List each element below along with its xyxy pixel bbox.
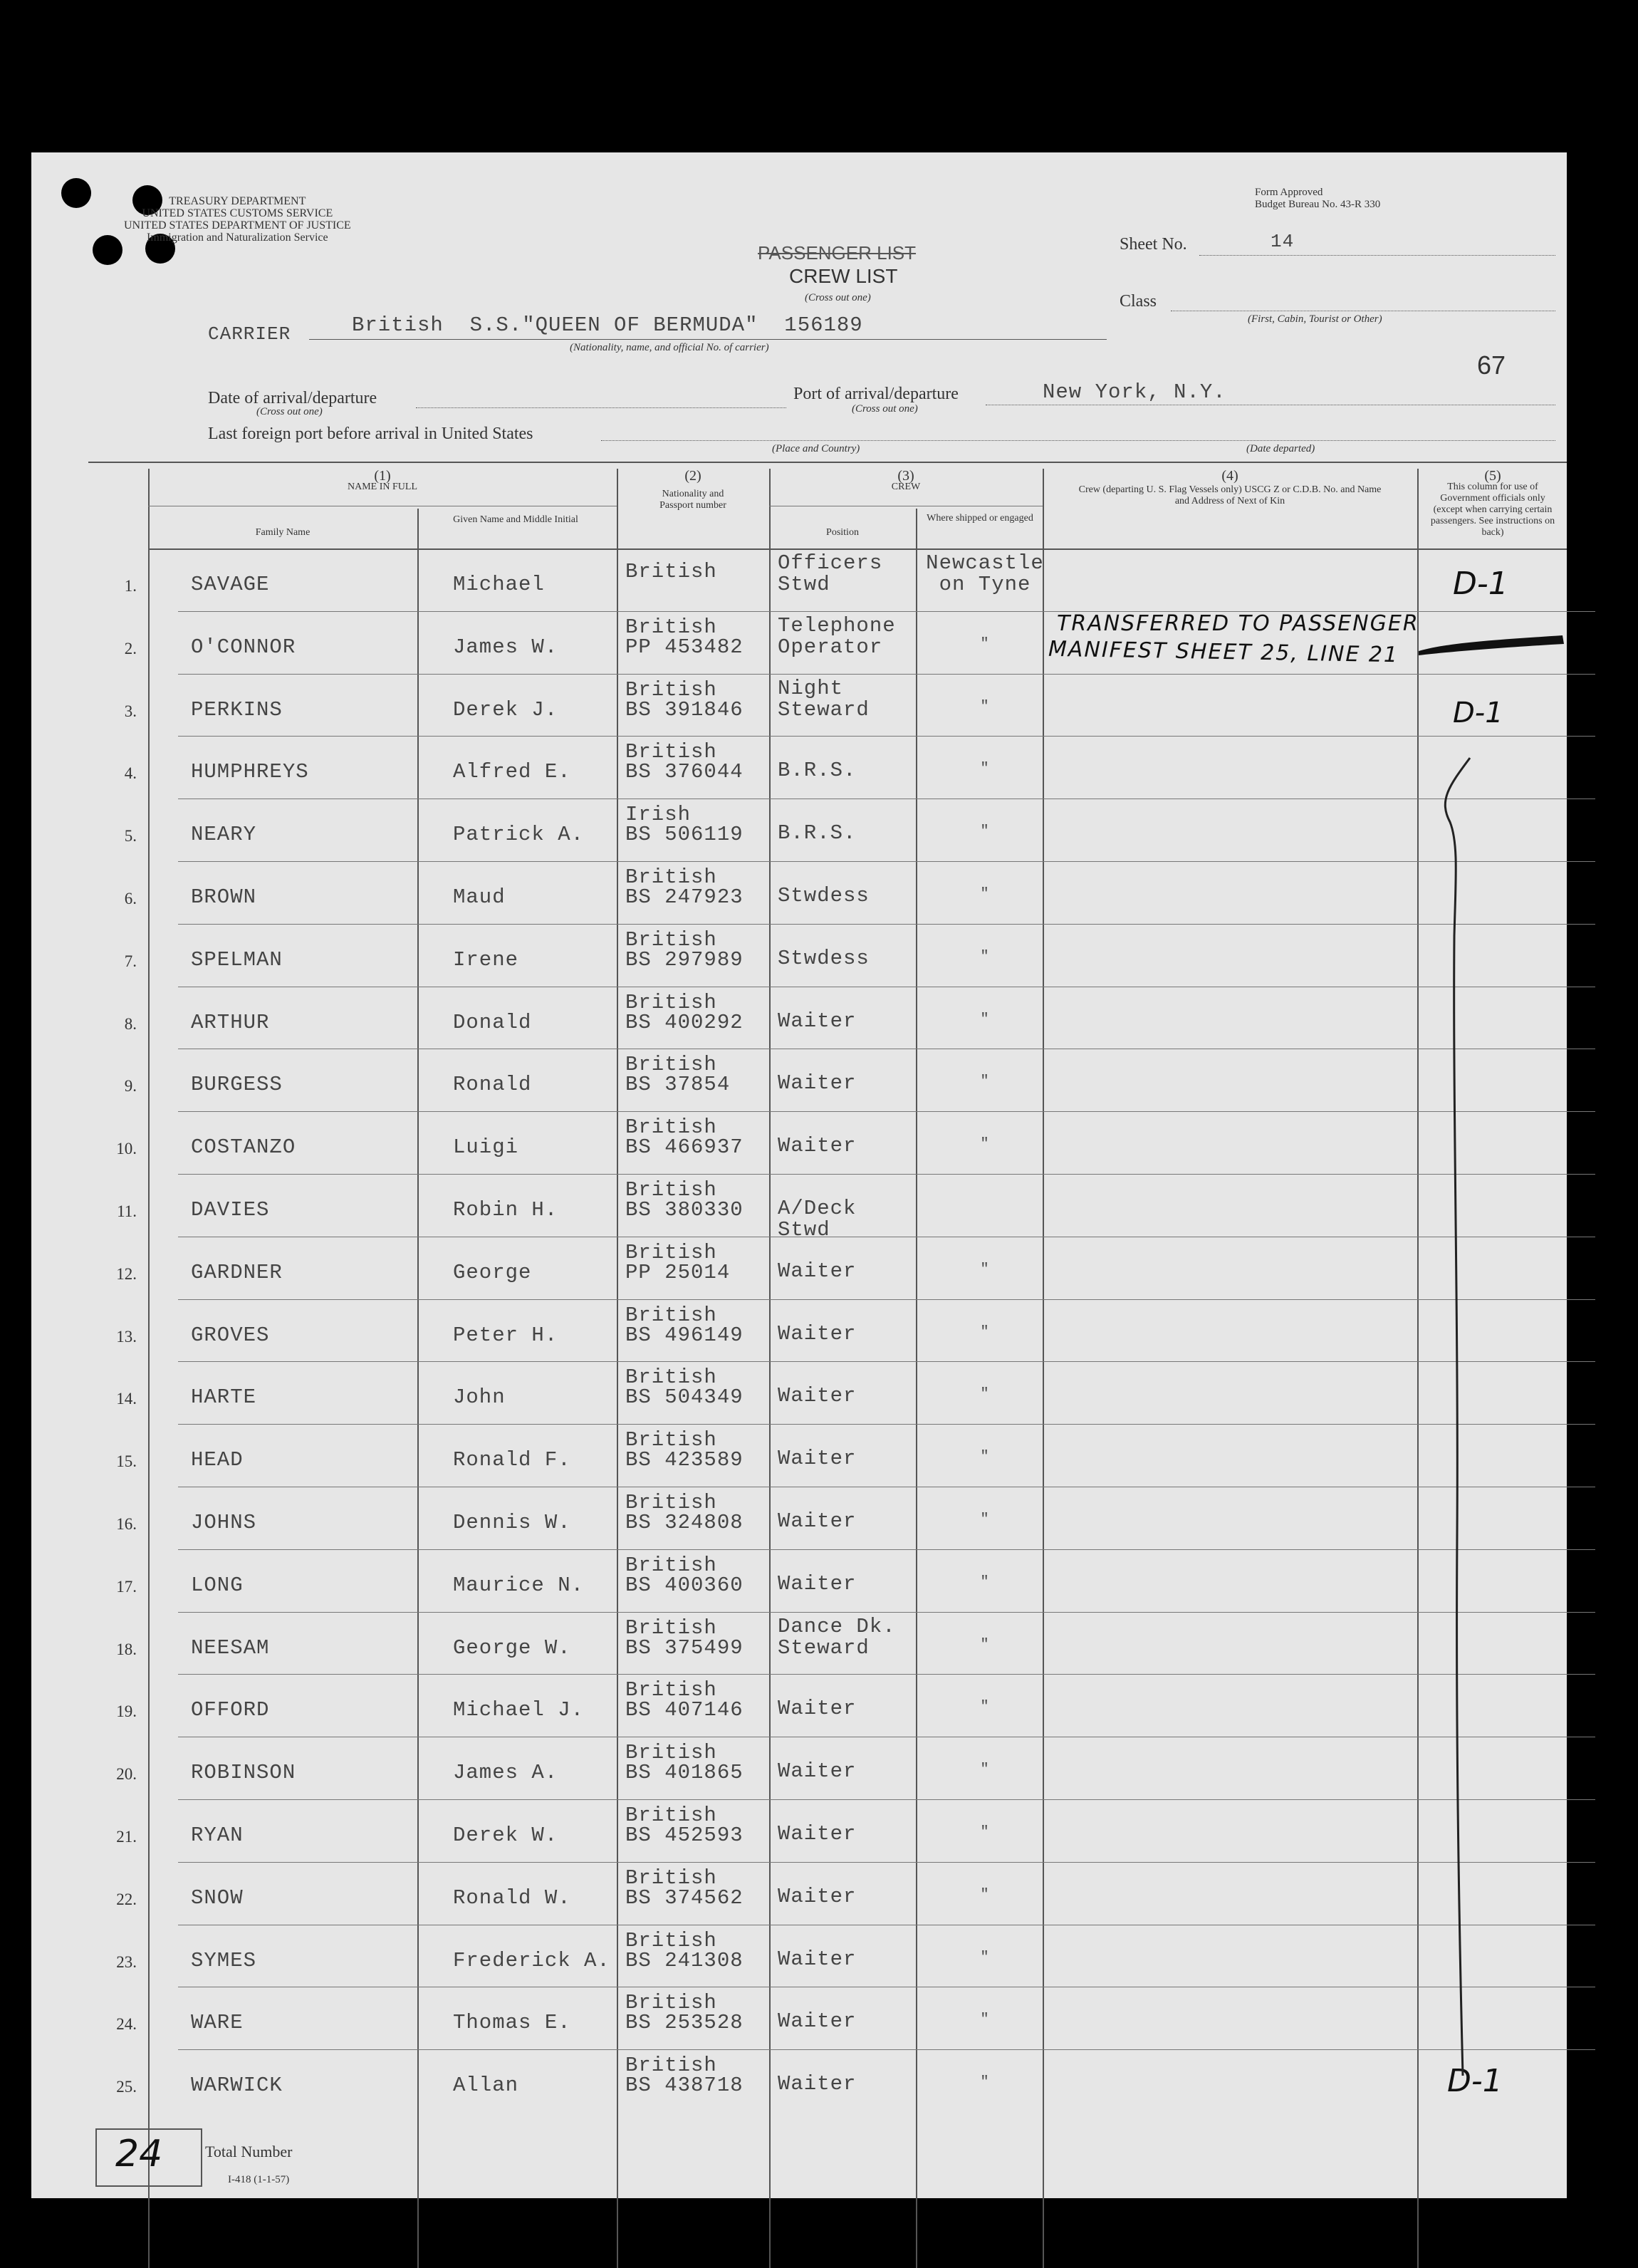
family-name: BROWN bbox=[191, 885, 257, 909]
nationality: British bbox=[625, 1616, 717, 1640]
passport-number: BS 391846 bbox=[625, 697, 744, 722]
page-title: CREW LIST bbox=[789, 265, 898, 287]
row-separator bbox=[178, 1361, 1595, 1362]
given-name: Michael J. bbox=[453, 1698, 585, 1722]
where-shipped: " bbox=[980, 1136, 990, 1153]
title-note: (Cross out one) bbox=[805, 292, 871, 303]
position: A/Deck Stwd bbox=[778, 1197, 857, 1242]
given-name: Patrick A. bbox=[453, 823, 585, 847]
given-name: James A. bbox=[453, 1761, 558, 1785]
agency-line: UNITED STATES CUSTOMS SERVICE bbox=[142, 207, 333, 219]
row-separator bbox=[178, 1111, 1595, 1112]
given-name: George bbox=[453, 1260, 532, 1284]
where-shipped: " bbox=[980, 1261, 990, 1278]
given-name: James W. bbox=[453, 635, 558, 659]
nationality: British bbox=[625, 1804, 717, 1827]
nationality: British bbox=[625, 1366, 717, 1390]
transfer-note-line1: TRANSFERRED TO PASSENGER bbox=[1057, 611, 1419, 636]
port-label: Port of arrival/departure bbox=[793, 385, 959, 403]
row-separator bbox=[178, 1612, 1595, 1613]
row-number: 2. bbox=[124, 639, 137, 657]
passport-number: BS 506119 bbox=[625, 823, 744, 847]
row-number: 24. bbox=[116, 2015, 137, 2034]
col5-number: (5) bbox=[1484, 470, 1501, 484]
position: Waiter bbox=[778, 1071, 857, 1096]
position: Waiter bbox=[778, 1321, 857, 1346]
passport-number: BS 438718 bbox=[625, 2074, 744, 2098]
class-note: (First, Cabin, Tourist or Other) bbox=[1248, 313, 1382, 325]
given-name: Derek W. bbox=[453, 1824, 558, 1847]
position: Waiter bbox=[778, 1697, 857, 1721]
family-name: BURGESS bbox=[191, 1073, 283, 1097]
d1-mark-top: D-1 bbox=[1453, 566, 1508, 602]
where-shipped: " bbox=[980, 948, 990, 965]
given-name: Ronald W. bbox=[453, 1885, 571, 1910]
passport-number: BS 324808 bbox=[625, 1511, 744, 1534]
passport-number: BS 247923 bbox=[625, 885, 744, 909]
row-number: 17. bbox=[116, 1577, 137, 1596]
col1-given-header: Given Name and Middle Initial bbox=[453, 514, 578, 525]
nationality: British bbox=[625, 1240, 717, 1264]
nationality: British bbox=[625, 1866, 717, 1890]
given-name: Donald bbox=[453, 1010, 532, 1034]
family-name: JOHNS bbox=[191, 1511, 257, 1534]
family-name: O'CONNOR bbox=[191, 635, 296, 659]
col1-number: (1) bbox=[374, 468, 391, 484]
family-name: GARDNER bbox=[191, 1260, 283, 1284]
page-number: 67 bbox=[1477, 350, 1506, 380]
given-name: Ronald F. bbox=[453, 1448, 571, 1472]
position: Dance Dk. Steward bbox=[778, 1614, 896, 1660]
row-number: 23. bbox=[116, 1952, 137, 1971]
row-number: 21. bbox=[116, 1828, 137, 1846]
position: Waiter bbox=[778, 1509, 857, 1533]
where-shipped: " bbox=[980, 1073, 990, 1091]
position: Officers Stwd bbox=[778, 551, 883, 596]
where-shipped: " bbox=[980, 635, 990, 652]
given-name: Alfred E. bbox=[453, 760, 571, 784]
row-separator bbox=[178, 1174, 1595, 1175]
position: Waiter bbox=[778, 1759, 857, 1784]
given-name: John bbox=[453, 1385, 506, 1410]
passport-number: BS 504349 bbox=[625, 1385, 744, 1410]
row-separator bbox=[178, 1674, 1595, 1675]
passport-number: BS 407146 bbox=[625, 1698, 744, 1722]
family-name: WARE bbox=[191, 2011, 244, 2035]
col3-title: CREW bbox=[891, 482, 921, 492]
where-shipped: " bbox=[980, 1636, 990, 1653]
where-shipped: " bbox=[980, 1573, 990, 1591]
col1-title: NAME IN FULL bbox=[348, 482, 417, 492]
given-name: Maurice N. bbox=[453, 1573, 585, 1597]
given-name: Robin H. bbox=[453, 1198, 558, 1222]
where-shipped: " bbox=[980, 1762, 990, 1779]
given-name: Dennis W. bbox=[453, 1511, 571, 1534]
total-number-label: Total Number bbox=[205, 2143, 293, 2160]
passport-number: BS 241308 bbox=[625, 1948, 744, 1972]
row-separator bbox=[178, 861, 1595, 862]
given-name: Maud bbox=[453, 885, 506, 909]
family-name: DAVIES bbox=[191, 1198, 270, 1222]
col3-position-header: Position bbox=[826, 527, 859, 538]
position: Waiter bbox=[778, 1571, 857, 1596]
row-separator bbox=[178, 1799, 1595, 1800]
where-shipped: " bbox=[980, 1512, 990, 1528]
position: Waiter bbox=[778, 1384, 857, 1408]
row-number: 7. bbox=[124, 952, 137, 970]
nationality: British bbox=[625, 677, 717, 702]
nationality: British bbox=[625, 1678, 717, 1702]
where-shipped: " bbox=[980, 1386, 990, 1403]
passport-number: BS 376044 bbox=[625, 760, 744, 784]
passport-number: BS 452593 bbox=[625, 1824, 744, 1847]
row-number: 9. bbox=[124, 1077, 137, 1096]
col3-shipped-header: Where shipped or engaged bbox=[927, 513, 1033, 524]
nationality: British bbox=[625, 865, 717, 889]
position: Waiter bbox=[778, 1947, 857, 1971]
nationality: Irish bbox=[625, 803, 692, 827]
arrival-label: Date of arrival/departure bbox=[208, 389, 377, 407]
family-name: RYAN bbox=[191, 1824, 244, 1847]
family-name: PERKINS bbox=[191, 697, 283, 722]
given-name: Michael bbox=[453, 573, 545, 596]
nationality: British bbox=[625, 1553, 717, 1577]
last-port-label: Last foreign port before arrival in United States bbox=[208, 425, 533, 443]
port-note: (Cross out one) bbox=[852, 403, 918, 415]
row-number: 12. bbox=[116, 1264, 137, 1283]
agency-line: Immigration and Naturalization Service bbox=[147, 232, 328, 244]
row-number: 14. bbox=[116, 1390, 137, 1408]
nationality: British bbox=[625, 1991, 717, 2015]
position: Waiter bbox=[778, 2009, 857, 2034]
carrier-value: British S.S."QUEEN OF BERMUDA" 156189 bbox=[352, 313, 863, 337]
agency-block bbox=[124, 195, 351, 244]
row-number: 6. bbox=[124, 890, 137, 907]
family-name: ARTHUR bbox=[191, 1010, 270, 1034]
family-name: HUMPHREYS bbox=[191, 760, 309, 784]
family-name: NEESAM bbox=[191, 1635, 270, 1660]
where-shipped: " bbox=[980, 698, 990, 715]
col4-title: Crew (departing U. S. Flag Vessels only) USCG Z or C.D.B. No. and Name and Address of Next of Kin bbox=[1078, 484, 1382, 506]
passport-number: BS 400360 bbox=[625, 1573, 744, 1597]
handwritten-marks bbox=[1413, 608, 1577, 2204]
row-separator bbox=[178, 1424, 1595, 1425]
col2-number: (2) bbox=[684, 468, 701, 484]
given-name: Irene bbox=[453, 947, 519, 972]
sheet-label: Sheet No. bbox=[1120, 235, 1187, 254]
class-label: Class bbox=[1120, 292, 1157, 311]
given-name: Ronald bbox=[453, 1073, 532, 1097]
arrival-note: (Cross out one) bbox=[256, 406, 323, 417]
given-name: Peter H. bbox=[453, 1323, 558, 1347]
row-number: 8. bbox=[124, 1014, 137, 1033]
row-number: 25. bbox=[116, 2078, 137, 2096]
where-shipped: " bbox=[980, 886, 990, 902]
form-code: I-418 (1-1-57) bbox=[228, 2174, 290, 2185]
col1-family-header: Family Name bbox=[255, 527, 311, 538]
family-name: SAVAGE bbox=[191, 573, 270, 596]
nationality: British bbox=[625, 560, 717, 583]
row-separator bbox=[178, 1299, 1595, 1300]
position: Night Steward bbox=[778, 676, 870, 722]
row-separator bbox=[178, 1862, 1595, 1863]
passport-number: BS 253528 bbox=[625, 2011, 744, 2035]
row-number: 11. bbox=[117, 1202, 137, 1220]
family-name: SYMES bbox=[191, 1948, 257, 1972]
family-name: GROVES bbox=[191, 1323, 270, 1347]
family-name: LONG bbox=[191, 1573, 244, 1597]
position: Waiter bbox=[778, 2072, 857, 2096]
nationality: British bbox=[625, 740, 717, 764]
nationality: British bbox=[625, 927, 717, 952]
passport-number: BS 423589 bbox=[625, 1448, 744, 1472]
agency-line: TREASURY DEPARTMENT bbox=[169, 195, 306, 207]
given-name: Derek J. bbox=[453, 697, 558, 722]
col2-header bbox=[617, 470, 769, 511]
position: Waiter bbox=[778, 1259, 857, 1283]
carrier-label: CARRIER bbox=[208, 323, 291, 345]
where-shipped: " bbox=[980, 1886, 990, 1903]
where-shipped: " bbox=[980, 1949, 990, 1966]
passport-number: BS 374562 bbox=[625, 1885, 744, 1910]
col2-title: Nationality and Passport number bbox=[659, 489, 726, 511]
nationality: British bbox=[625, 1928, 717, 1952]
family-name: HEAD bbox=[191, 1448, 244, 1472]
where-shipped: " bbox=[980, 761, 990, 778]
given-name: Allan bbox=[453, 2074, 519, 2098]
nationality: British bbox=[625, 1115, 717, 1140]
form-approved-line: Budget Bureau No. 43-R 330 bbox=[1255, 199, 1381, 210]
family-name: SPELMAN bbox=[191, 947, 283, 972]
family-name: NEARY bbox=[191, 823, 257, 847]
port-value: New York, N.Y. bbox=[1043, 380, 1226, 404]
where-shipped: " bbox=[980, 1449, 990, 1466]
position: Waiter bbox=[778, 1134, 857, 1158]
nationality: British bbox=[625, 1741, 717, 1765]
title-struck: PASSENGER LIST bbox=[758, 242, 917, 264]
row-separator bbox=[178, 924, 1595, 925]
row-separator bbox=[178, 2049, 1595, 2050]
position: B.R.S. bbox=[778, 821, 857, 846]
position: Telephone Operator bbox=[778, 613, 896, 659]
given-name: Frederick A. bbox=[453, 1948, 610, 1972]
row-separator bbox=[178, 674, 1595, 675]
row-number: 18. bbox=[116, 1640, 137, 1658]
where-shipped: " bbox=[980, 1323, 990, 1341]
row-number: 3. bbox=[124, 702, 137, 720]
col4-number: (4) bbox=[1221, 468, 1238, 484]
position: Waiter bbox=[778, 1884, 857, 1908]
nationality: British bbox=[625, 2054, 717, 2078]
row-separator bbox=[178, 1549, 1595, 1550]
nationality: British bbox=[625, 990, 717, 1014]
crew-list-document bbox=[31, 152, 1567, 2198]
passport-number: BS 466937 bbox=[625, 1135, 744, 1160]
row-number: 16. bbox=[116, 1515, 137, 1533]
date-departed-note: (Date departed) bbox=[1246, 443, 1315, 454]
passport-number: BS 375499 bbox=[625, 1635, 744, 1660]
where-shipped: " bbox=[980, 1824, 990, 1841]
where-shipped: Newcastle on Tyne bbox=[926, 551, 1044, 596]
agency-line: UNITED STATES DEPARTMENT OF JUSTICE bbox=[124, 219, 351, 232]
nationality: British bbox=[625, 1053, 717, 1077]
nationality: British bbox=[625, 1178, 717, 1202]
passport-number: BS 37854 bbox=[625, 1073, 731, 1097]
col3-number: (3) bbox=[897, 468, 914, 484]
position: Waiter bbox=[778, 1822, 857, 1846]
passport-number: BS 401865 bbox=[625, 1761, 744, 1785]
d1-mark-bottom: D-1 bbox=[1447, 2063, 1503, 2099]
nationality: British bbox=[625, 1428, 717, 1452]
row-number: 13. bbox=[116, 1327, 137, 1346]
passport-number: BS 496149 bbox=[625, 1323, 744, 1347]
nationality: British bbox=[625, 615, 717, 639]
position: Waiter bbox=[778, 1447, 857, 1471]
family-name: OFFORD bbox=[191, 1698, 270, 1722]
sheet-number: 14 bbox=[1271, 231, 1295, 252]
row-separator bbox=[178, 736, 1595, 737]
passport-number: BS 297989 bbox=[625, 947, 744, 972]
where-shipped: " bbox=[980, 1011, 990, 1028]
family-name: WARWICK bbox=[191, 2074, 283, 2098]
where-shipped: " bbox=[980, 823, 990, 841]
passport-number: PP 25014 bbox=[625, 1260, 731, 1284]
passport-number: BS 400292 bbox=[625, 1010, 744, 1034]
position: Stwdess bbox=[778, 946, 870, 970]
row-number: 22. bbox=[116, 1890, 137, 1908]
row-number: 19. bbox=[116, 1702, 137, 1721]
where-shipped: " bbox=[980, 2012, 990, 2029]
position: Waiter bbox=[778, 1009, 857, 1033]
col1-header bbox=[148, 470, 617, 493]
transfer-note-line2: MANIFEST SHEET 25, LINE 21 bbox=[1048, 636, 1399, 668]
col5-title: This column for use of Government officials only (except when carrying certain passengers. See instructions on back) bbox=[1430, 482, 1555, 538]
form-approved bbox=[1255, 187, 1380, 211]
family-name: SNOW bbox=[191, 1885, 244, 1910]
form-approved-line: Form Approved bbox=[1255, 187, 1323, 198]
row-number: 5. bbox=[124, 827, 137, 846]
place-note: (Place and Country) bbox=[772, 443, 860, 454]
row-number: 15. bbox=[116, 1452, 137, 1471]
given-name: George W. bbox=[453, 1635, 571, 1660]
where-shipped: " bbox=[980, 1699, 990, 1716]
row-number: 4. bbox=[124, 764, 137, 783]
col5-header bbox=[1421, 470, 1564, 546]
carrier-note: (Nationality, name, and official No. of carrier) bbox=[570, 342, 769, 353]
nationality: British bbox=[625, 1303, 717, 1327]
position: Stwdess bbox=[778, 884, 870, 907]
passport-number: BS 380330 bbox=[625, 1198, 744, 1222]
given-name: Luigi bbox=[453, 1135, 519, 1160]
position: B.R.S. bbox=[778, 759, 857, 783]
passport-number: PP 453482 bbox=[625, 635, 744, 659]
row-number: 1. bbox=[124, 577, 137, 595]
total-number-value: 24 bbox=[115, 2133, 163, 2175]
d1-mark-mid: D-1 bbox=[1453, 697, 1503, 729]
where-shipped: " bbox=[980, 2074, 990, 2091]
row-number: 10. bbox=[116, 1140, 137, 1158]
row-number: 20. bbox=[116, 1765, 137, 1784]
col3-header bbox=[769, 470, 1043, 493]
col4-header bbox=[1043, 470, 1417, 507]
family-name: ROBINSON bbox=[191, 1761, 296, 1785]
family-name: HARTE bbox=[191, 1385, 257, 1410]
given-name: Thomas E. bbox=[453, 2011, 571, 2035]
nationality: British bbox=[625, 1491, 717, 1514]
family-name: COSTANZO bbox=[191, 1135, 296, 1160]
